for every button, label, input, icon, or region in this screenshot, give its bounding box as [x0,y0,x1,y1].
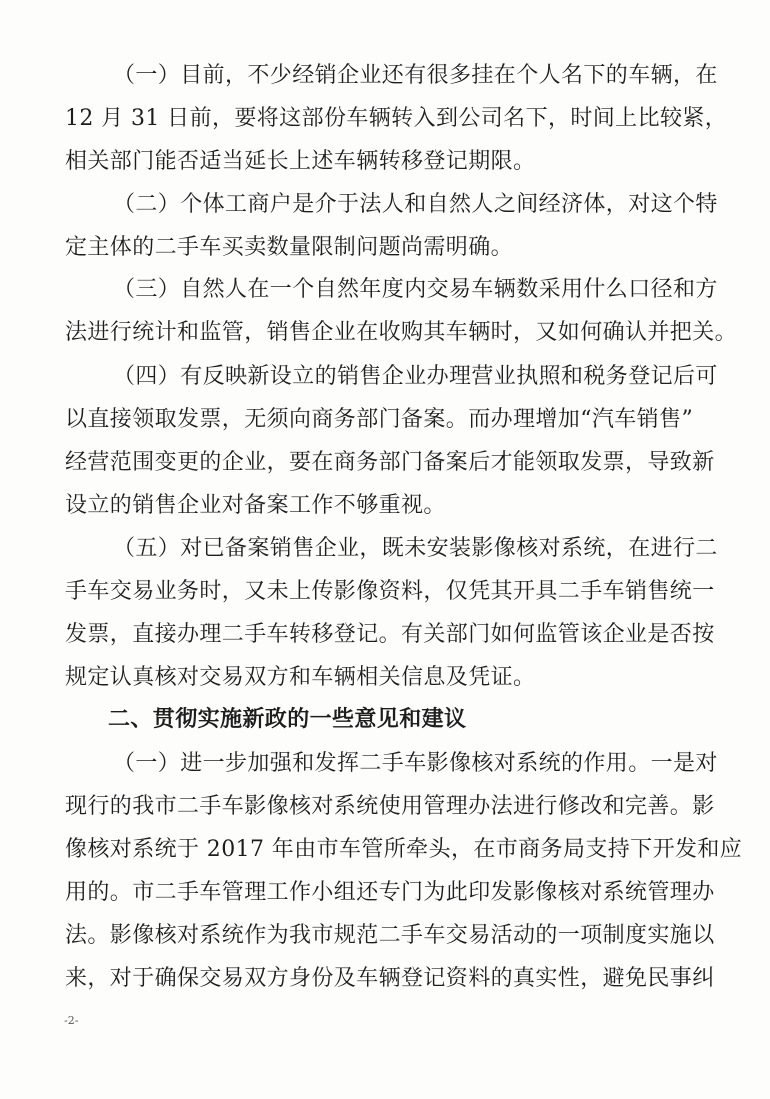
paragraph-line: 手车交易业务时，又未上传影像资料，仅凭其开具二手车销售统一 [65,579,715,604]
paragraph-line: （一）目前，不少经销企业还有很多挂在个人名下的车辆，在 [113,63,718,88]
page-number: -2- [64,1014,79,1027]
paragraph-line: 12 月 31 日前，要将这部份车辆转入到公司名下，时间上比较紧， [65,106,728,131]
paragraph-line: 法进行统计和监管，销售企业在收购其车辆时，又如何确认并把关。 [65,320,738,345]
paragraph-line: 以直接领取发票，无须向商务部门备案。而办理增加“汽车销售” [65,407,694,432]
paragraph-line: 规定认真核对交易双方和车辆相关信息及凭证。 [65,665,536,690]
paragraph-line: 现行的我市二手车影像核对系统使用管理办法进行修改和完善。影 [65,794,715,819]
paragraph-line: 经营范围变更的企业，要在商务部门备案后才能领取发票，导致新 [65,450,715,475]
paragraph-line: （二）个体工商户是介于法人和自然人之间经济体，对这个特 [113,192,718,217]
paragraph-line: （一）进一步加强和发挥二手车影像核对系统的作用。一是对 [113,751,718,776]
paragraph-line: （三）自然人在一个自然年度内交易车辆数采用什么口径和方 [113,277,718,302]
paragraph-line: 发票，直接办理二手车转移登记。有关部门如何监管该企业是否按 [65,622,715,647]
paragraph-line: 设立的销售企业对备案工作不够重视。 [65,493,446,518]
paragraph-line: 法。影像核对系统作为我市规范二手车交易活动的一项制度实施以 [65,923,715,948]
paragraph-line: 像核对系统于 2017 年由市车管所牵头，在市商务局支持下开发和应 [65,837,743,862]
paragraph-line: 定主体的二手车买卖数量限制问题尚需明确。 [65,235,514,260]
paragraph-line: （五）对已备案销售企业，既未安装影像核对系统，在进行二 [113,536,718,561]
paragraph-line: 来，对于确保交易双方身份及车辆登记资料的真实性，避免民事纠 [65,966,715,991]
paragraph-line: （四）有反映新设立的销售企业办理营业执照和税务登记后可 [113,364,718,389]
paragraph-line: 用的。市二手车管理工作小组还专门为此印发影像核对系统管理办 [65,880,715,905]
section-heading: 二、贯彻实施新政的一些意见和建议 [108,707,467,732]
paragraph-line: 相关部门能否适当延长上述车辆转移登记期限。 [65,149,536,174]
